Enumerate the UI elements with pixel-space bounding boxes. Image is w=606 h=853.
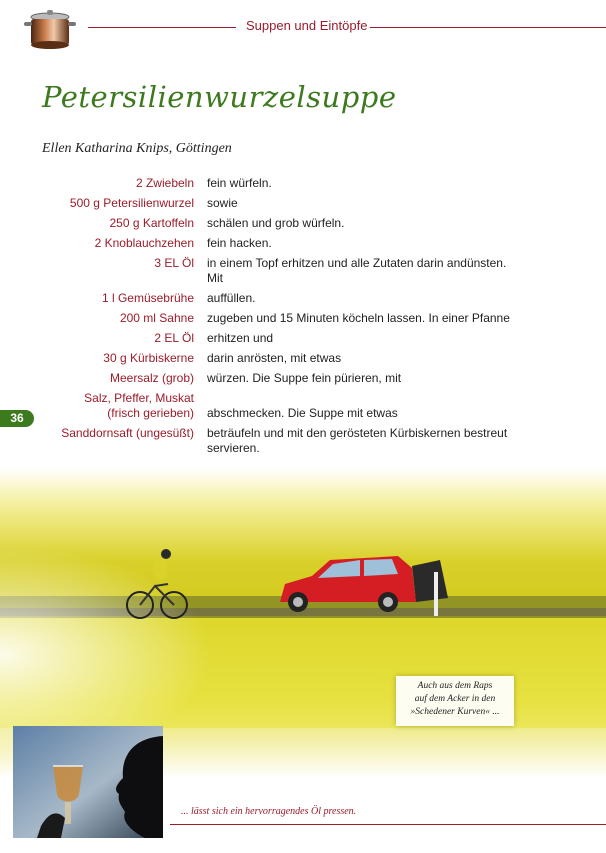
recipe-title: Petersilienwurzelsuppe — [42, 80, 397, 114]
recipe-row — [40, 331, 560, 346]
recipe-row — [40, 236, 560, 251]
recipe-author: Ellen Katharina Knips, Göttingen — [42, 141, 232, 156]
ingredient: 2 EL Öl — [154, 331, 194, 345]
recipe-row — [40, 291, 560, 306]
recipe-row — [40, 256, 560, 286]
ingredient: 3 EL Öl — [154, 256, 194, 270]
ingredient: 1 l Gemüsebrühe — [101, 291, 194, 305]
ingredient: Sanddornsaft (ungesüßt) — [61, 426, 194, 440]
page-number: 36 — [0, 410, 34, 427]
instruction: zugeben und 15 Minuten köcheln lassen. In einer Pfanne — [207, 311, 510, 325]
recipe-row — [40, 196, 560, 211]
recipe-row — [40, 391, 560, 421]
photo-caption-box — [396, 676, 514, 726]
recipe-row — [40, 371, 560, 386]
instruction: erhitzen und — [207, 331, 274, 345]
photo-caption-line: Auch aus dem Raps — [417, 681, 493, 691]
recipe-row — [40, 426, 560, 456]
instruction: darin anrösten, mit etwas — [207, 351, 342, 365]
ingredient: 500 g Petersilienwurzel — [69, 196, 194, 210]
instruction: fein hacken. — [207, 236, 272, 250]
footer-rule — [170, 824, 606, 825]
recipe-table — [40, 176, 560, 461]
cooking-pot-icon — [22, 8, 78, 52]
instruction: in einem Topf erhitzen und alle Zutaten darin andünsten. Mit — [207, 256, 507, 285]
oil-glass-photo — [13, 726, 163, 838]
ingredient: Meersalz (grob) — [109, 371, 194, 385]
ingredient: 30 g Kürbiskerne — [103, 351, 194, 365]
instruction: auffüllen. — [207, 291, 256, 305]
instruction: beträufeln und mit den gerösteten Kürbiskernen bestreut servieren. — [207, 426, 508, 455]
recipe-row — [40, 176, 560, 191]
instruction: schälen und grob würfeln. — [207, 216, 345, 230]
recipe-row — [40, 351, 560, 366]
ingredient: 200 ml Sahne — [119, 311, 194, 325]
photo-caption-line: auf dem Acker in den — [414, 694, 496, 704]
instruction: abschmecken. Die Suppe mit etwas — [207, 406, 398, 420]
section-title: Suppen und Eintöpfe — [246, 18, 368, 33]
instruction: würzen. Die Suppe fein pürieren, mit — [207, 371, 402, 385]
recipe-row — [40, 311, 560, 326]
ingredient: Salz, Pfeffer, Muskat (frisch gerieben) — [84, 391, 194, 420]
header-rule — [370, 27, 606, 28]
ingredient: 250 g Kartoffeln — [109, 216, 194, 230]
ingredient: 2 Zwiebeln — [135, 176, 194, 190]
instruction: fein würfeln. — [207, 176, 272, 190]
instruction: sowie — [207, 196, 238, 210]
recipe-row — [40, 216, 560, 231]
footer-caption: ... lässt sich ein hervorragendes Öl pressen. — [181, 806, 357, 817]
photo-caption-line: »Schedener Kurven« ... — [410, 707, 500, 717]
ingredient: 2 Knoblauchzehen — [94, 236, 194, 250]
header-rule — [88, 27, 236, 28]
